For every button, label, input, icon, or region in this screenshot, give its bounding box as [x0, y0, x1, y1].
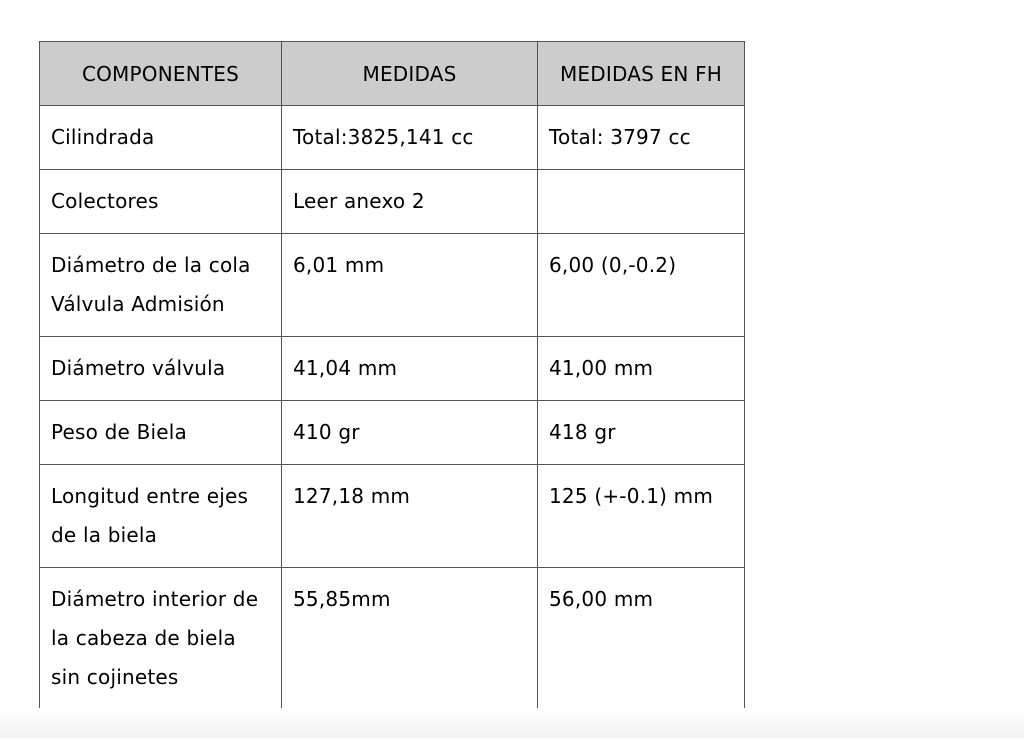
measurement-cell: 410 gr	[282, 401, 538, 465]
measurement-cell: 55,85mm	[282, 568, 538, 710]
table-header-row	[40, 42, 745, 106]
component-cell: Diámetro de la cola Válvula Admisión	[40, 234, 282, 337]
table-row	[40, 568, 745, 710]
table-row	[40, 106, 745, 170]
fh-measurement-cell: 6,00 (0,-0.2)	[538, 234, 745, 337]
component-cell: Peso de Biela	[40, 401, 282, 465]
table-row	[40, 337, 745, 401]
component-cell: Diámetro interior de la cabeza de biela sin cojinetes	[40, 568, 282, 710]
component-measurements-table	[39, 41, 745, 710]
measurement-cell: 41,04 mm	[282, 337, 538, 401]
component-cell: Longitud entre ejes de la biela	[40, 465, 282, 568]
fh-measurement-cell: 56,00 mm	[538, 568, 745, 710]
fh-measurement-cell	[538, 170, 745, 234]
page-bottom-shadow	[0, 708, 1024, 738]
measurement-cell: 127,18 mm	[282, 465, 538, 568]
measurement-cell: 6,01 mm	[282, 234, 538, 337]
fh-measurement-cell: Total: 3797 cc	[538, 106, 745, 170]
table-row	[40, 465, 745, 568]
fh-measurement-cell: 125 (+-0.1) mm	[538, 465, 745, 568]
component-cell: Cilindrada	[40, 106, 282, 170]
fh-measurement-cell: 41,00 mm	[538, 337, 745, 401]
header-componentes: COMPONENTES	[40, 42, 282, 106]
header-medidas: MEDIDAS	[282, 42, 538, 106]
fh-measurement-cell: 418 gr	[538, 401, 745, 465]
table-row	[40, 401, 745, 465]
measurement-cell: Leer anexo 2	[282, 170, 538, 234]
component-cell: Diámetro válvula	[40, 337, 282, 401]
header-medidas-en-fh: MEDIDAS EN FH	[538, 42, 745, 106]
table-row	[40, 170, 745, 234]
component-cell: Colectores	[40, 170, 282, 234]
measurement-cell: Total:3825,141 cc	[282, 106, 538, 170]
table-row	[40, 234, 745, 337]
